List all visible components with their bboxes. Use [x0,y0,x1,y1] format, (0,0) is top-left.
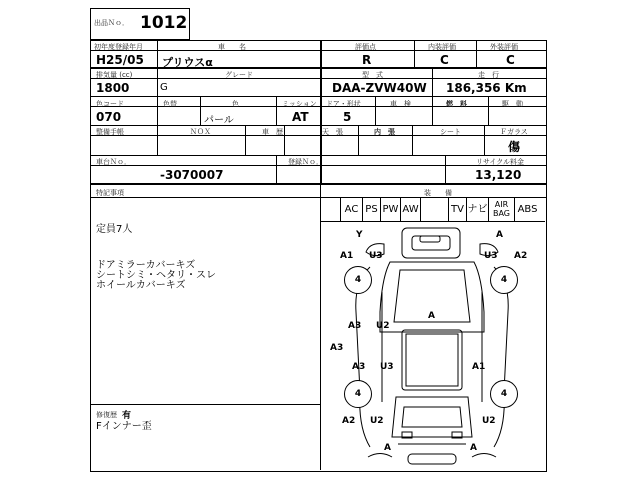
mark-left-a3-lower: A3 [352,362,366,372]
mark-front-left-a1: A1 [340,251,354,261]
mark-bottom-a-left: A [384,443,391,453]
color-code-label: 色コード [96,100,124,108]
mark-right-a1-lower: A1 [472,362,486,372]
rear-panel [392,397,472,437]
mission-value: AT [292,110,309,124]
score-label: 評価点 [355,43,376,51]
exterior-score-label: 外装評価 [490,43,518,51]
fuel-label: 燃 料 [446,100,467,108]
interior-score-label: 内装評価 [428,43,456,51]
mark-rear-u2-left: U2 [370,416,384,426]
note-line-4: ホイールカバーキズ [96,280,186,291]
mission-label: ミッション [282,100,317,108]
color-code-value: 070 [96,110,122,124]
tire-rear-right: 4 [490,380,518,408]
mark-left-u2-upper: U2 [376,321,390,331]
side-left [356,267,370,447]
cabin [402,330,462,390]
lot-label: 出品Ｎｏ． [94,19,129,27]
model-label: 型 式 [362,71,383,79]
color-type-label: 色替 [163,100,177,108]
mark-left-a3-upper: A3 [348,321,362,331]
door-label: ドア・形状 [326,100,361,108]
repair-note: Fインナー歪 [96,421,152,432]
mark-bottom-a-right: A [470,443,477,453]
tire-rear-left: 4 [344,380,372,408]
seat-label: シート [440,128,461,136]
exterior-score-value: C [506,53,515,67]
car-name-label: 車 名 [218,43,246,51]
inspection-label: 車 検 [390,100,411,108]
glass-value: 傷 [508,140,521,154]
equipment-item: PS [362,198,380,221]
reg-label: 登録Ｎｏ． [288,158,323,166]
grade-value: G [160,82,168,93]
maintenance-label: 整備手帳 [96,128,124,136]
note-line-2: ドアミラーカバーキズ [96,260,196,271]
chassis-value: -3070007 [160,168,224,182]
equipment-label: 装 備 [424,189,452,197]
mark-left-u3-lower: U3 [380,362,394,372]
interior-score-value: C [440,53,449,67]
mileage-value: 186,356 Km [446,81,527,95]
history-label: 車 歴 [262,128,283,136]
note-line-3: シートシミ・ヘタリ・スレ [96,270,216,281]
tire-front-right: 4 [490,266,518,294]
mark-roof-right: A [496,230,503,240]
model-value: DAA-ZVW40W [332,81,427,95]
recycle-value: 13,120 [475,168,522,182]
mark-rear-a2: A2 [342,416,356,426]
mileage-label: 走 行 [478,71,499,79]
mark-roof-left: Y [356,230,363,240]
car-name-value: プリウスα [162,56,213,69]
glass-label: Ｆガラス [500,128,528,136]
equipment-item: ナビ [466,198,488,221]
mark-rear-u2-right: U2 [482,416,496,426]
equipment-item: AW [400,198,420,221]
first-reg-label: 初年度登録年月 [94,43,143,51]
equipment-item: TV [448,198,466,221]
equipment-item: AIR BAG [488,198,514,221]
first-reg-value: H25/05 [96,53,144,67]
ceiling-label: 天 張 [322,128,343,136]
mark-front-left-u3: U3 [369,251,383,261]
repair-value: 有 [122,411,132,421]
recycle-label: リサイクル料金 [476,158,525,166]
equipment-item: ABS [514,198,540,221]
mark-front-right-a2: A2 [514,251,528,261]
displacement-value: 1800 [96,81,130,95]
note-capacity: 定員7人 [96,224,133,235]
chassis-label: 車台Ｎｏ． [96,158,131,166]
equipment-row [340,198,545,222]
color-label: 色 [232,100,239,108]
equipment-item: AC [340,198,362,221]
displacement-label: 排気量 (cc) [96,71,133,79]
mark-hood-center: A [428,311,435,321]
car-diagram [320,222,545,470]
door-value: 5 [343,110,352,124]
drive-label: 駆 動 [502,100,523,108]
mark-left-a3-side: A3 [330,343,344,353]
special-notes-label: 特記事項 [96,189,124,197]
equipment-item [420,198,448,221]
interior-trim-label: 内 張 [374,128,395,136]
roof-panel [402,228,460,258]
color-value: パール [204,115,234,126]
grade-label: グレード [225,71,253,79]
score-value: R [362,53,372,67]
repair-label: 修復歴 [96,411,117,419]
nox-label: ＮＯＸ [190,128,211,136]
equipment-item: PW [380,198,400,221]
lot-number: 1012 [140,13,188,33]
mark-front-right-u3: U3 [484,251,498,261]
tire-front-left: 4 [344,266,372,294]
side-right [494,267,508,447]
